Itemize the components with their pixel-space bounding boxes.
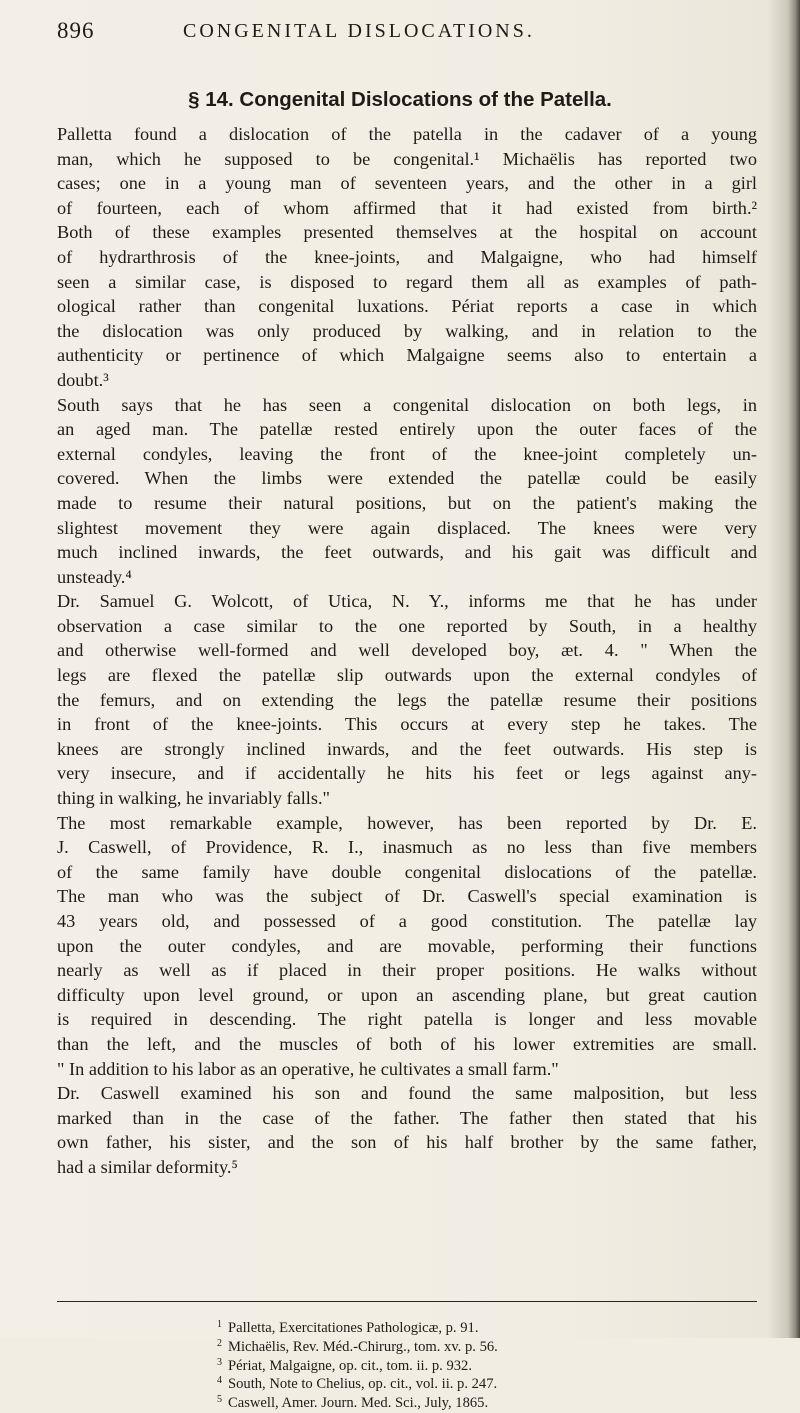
text-line: The man who was the subject of Dr. Caswell's special examination is — [57, 886, 757, 907]
text-line: than the left, and the muscles of both of his lower extremities are small. — [57, 1033, 757, 1054]
text-line: The most remarkable example, however, has been reported by Dr. E. — [57, 812, 757, 833]
text-line: doubt.³ — [57, 369, 109, 390]
text-line: external condyles, leaving the front of the knee-joint completely un- — [57, 443, 757, 464]
text-line: made to resume their natural positions, but on the patient's making the — [57, 492, 757, 513]
text-line: the femurs, and on extending the legs the patellæ resume their positions — [57, 689, 757, 710]
running-title: CONGENITAL DISLOCATIONS. — [183, 20, 535, 42]
text-line: observation a case similar to the one reported by South, in a healthy — [57, 615, 757, 636]
text-line: thing in walking, he invariably falls." — [57, 788, 330, 809]
footnote-mark: 3 — [217, 1356, 222, 1368]
footnote — [217, 1319, 777, 1338]
footnote-divider — [57, 1301, 757, 1302]
text-line: in front of the knee-joints. This occurs at every step he takes. The — [57, 714, 757, 735]
text-line: South says that he has seen a congenital dislocation on both legs, in — [57, 394, 757, 415]
text-line: slightest movement they were again displaced. The knees were very — [57, 517, 757, 538]
footnote — [217, 1338, 777, 1357]
text-line: Both of these examples presented themselves at the hospital on account — [57, 222, 757, 243]
text-line: and otherwise well-formed and well developed boy, æt. 4. " When the — [57, 640, 757, 661]
text-line: of fourteen, each of whom affirmed that it had existed from birth.² — [57, 197, 757, 218]
text-line: Palletta found a dislocation of the patella in the cadaver of a young — [57, 124, 757, 144]
footnote-text: Caswell, Amer. Journ. Med. Sci., July, 1865. — [228, 1395, 489, 1412]
footnote-mark: 2 — [217, 1337, 222, 1349]
text-line: man, which he supposed to be congenital.¹ Michaëlis has reported two — [57, 148, 757, 169]
text-line: J. Caswell, of Providence, R. I., inasmuch as no less than five members — [57, 837, 757, 858]
text-line: ological rather than congenital luxations. Périat reports a case in which — [57, 296, 757, 317]
text-line: upon the outer condyles, and are movable, performing their functions — [57, 935, 757, 956]
footnote-mark: 5 — [217, 1394, 222, 1406]
page-number: 896 — [57, 18, 95, 43]
text-line: is required in descending. The right patella is longer and less movable — [57, 1009, 757, 1030]
text-line: " In addition to his labor as an operative, he cultivates a small farm." — [57, 1058, 559, 1079]
text-line: had a similar deformity.⁵ — [57, 1156, 238, 1177]
text-line: authenticity or pertinence of which Malgaigne seems also to entertain a — [57, 345, 757, 366]
footnote — [217, 1375, 777, 1394]
text-line: an aged man. The patellæ rested entirely upon the outer faces of the — [57, 419, 757, 440]
text-line: marked than in the case of the father. The father then stated that his — [57, 1107, 757, 1128]
running-head — [57, 18, 757, 48]
text-line: covered. When the limbs were extended the patellæ could be easily — [57, 468, 757, 489]
footnote — [217, 1394, 777, 1413]
text-line: unsteady.⁴ — [57, 566, 132, 587]
body-text — [57, 122, 757, 1180]
text-line: legs are flexed the patellæ slip outwards upon the external condyles of — [57, 665, 757, 686]
footnote-text: Périat, Malgaigne, op. cit., tom. ii. p. 932. — [228, 1357, 473, 1374]
footnotes — [217, 1319, 777, 1413]
footnote-mark: 4 — [217, 1375, 222, 1387]
footnote — [217, 1357, 777, 1376]
text-line: seen a similar case, is disposed to regard them all as examples of path- — [57, 271, 757, 292]
footnote-mark: 1 — [217, 1319, 222, 1330]
text-line: of hydrarthrosis of the knee-joints, and Malgaigne, who had himself — [57, 246, 757, 267]
text-line: much inclined inwards, the feet outwards, and his gait was difficult and — [57, 542, 757, 563]
section-heading: § 14. Congenital Dislocations of the Patella. — [188, 88, 612, 111]
text-line: cases; one in a young man of seventeen years, and the other in a girl — [57, 173, 757, 194]
text-line: own father, his sister, and the son of his half brother by the same father, — [57, 1132, 757, 1153]
text-line: 43 years old, and possessed of a good constitution. The patellæ lay — [57, 911, 757, 931]
footnote-text: South, Note to Chelius, op. cit., vol. ii. p. 247. — [228, 1376, 498, 1393]
text-line: of the same family have double congenital dislocations of the patellæ. — [57, 861, 757, 882]
text-line: the dislocation was only produced by walking, and in relation to the — [57, 320, 757, 341]
footnote-text: Palletta, Exercitationes Pathologicæ, p. 91. — [228, 1320, 479, 1336]
footnote-text: Michaëlis, Rev. Méd.-Chirurg., tom. xv. p. 56. — [228, 1338, 498, 1355]
text-line: nearly as well as if placed in their proper positions. He walks without — [57, 960, 757, 981]
text-line: knees are strongly inclined inwards, and the feet outwards. His step is — [57, 738, 757, 759]
text-line: very insecure, and if accidentally he hits his feet or legs against any- — [57, 763, 757, 784]
page-edge-shadow — [788, 0, 800, 1338]
text-line: difficulty upon level ground, or upon an ascending plane, but great caution — [57, 984, 757, 1005]
text-line: Dr. Samuel G. Wolcott, of Utica, N. Y., informs me that he has under — [57, 591, 757, 612]
text-line: Dr. Caswell examined his son and found the same malposition, but less — [57, 1083, 757, 1104]
